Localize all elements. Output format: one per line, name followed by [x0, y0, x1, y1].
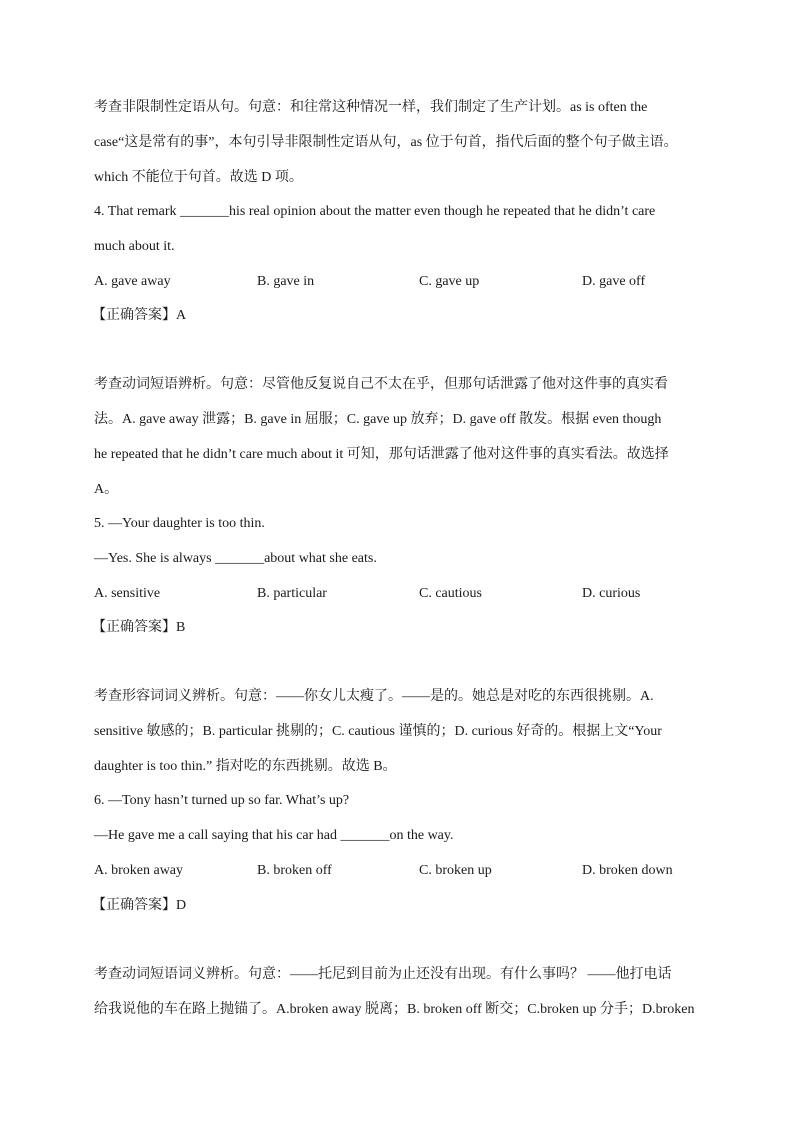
question-4-option-a: A. gave away — [94, 274, 171, 289]
question-6-explanation-line-1: 考查动词短语词义辨析。句意：——托尼到目前为止还没有出现。有什么事吗？ ——他打电话 — [94, 967, 672, 982]
question-6-option-d: D. broken down — [582, 863, 673, 878]
question-5-explanation-line-3: daughter is too thin.” 指对吃的东西挑剔。故选 B。 — [94, 759, 397, 774]
explanation-3-line-1: 考查非限制性定语从句。句意：和往常这种情况一样，我们制定了生产计划。as is often the — [94, 100, 648, 115]
question-6-option-c: C. broken up — [419, 863, 492, 878]
question-4-option-c: C. gave up — [419, 274, 480, 289]
explanation-3-line-2: case“这是常有的事”，本句引导非限制性定语从句，as 位于句首，指代后面的整个句子做主语。 — [94, 135, 678, 150]
question-5-option-c: C. cautious — [419, 586, 482, 601]
question-4-explanation-line-3: he repeated that he didn’t care much about it 可知，那句话泄露了他对这件事的真实看法。故选择 — [94, 447, 669, 462]
question-5-explanation-line-2: sensitive 敏感的；B. particular 挑剔的；C. cautious 谨慎的；D. curious 好奇的。根据上文“Your — [94, 724, 662, 739]
question-4-explanation-line-1: 考查动词短语辨析。句意：尽管他反复说自己不太在乎，但那句话泄露了他对这件事的真实看 — [94, 377, 668, 392]
question-6-explanation-line-2: 给我说他的车在路上抛锚了。A.broken away 脱离；B. broken off 断交；C.broken up 分手；D.broken — [94, 1002, 695, 1017]
question-4-stem-line-1: 4. That remark _______his real opinion about the matter even though he repeated that he didn’t care — [94, 204, 656, 219]
question-4-option-b: B. gave in — [257, 274, 315, 289]
question-6-option-b: B. broken off — [257, 863, 332, 878]
question-6-stem-line-1: 6. —Tony hasn’t turned up so far. What’s up? — [94, 793, 350, 808]
question-6-stem-line-2: —He gave me a call saying that his car had _______on the way. — [94, 828, 454, 843]
question-5-option-d: D. curious — [582, 586, 641, 601]
question-5-explanation-line-1: 考查形容词词义辨析。句意：——你女儿太瘦了。——是的。她总是对吃的东西很挑剔。A. — [94, 689, 654, 704]
question-6-option-a: A. broken away — [94, 863, 184, 878]
question-5-answer: 【正确答案】B — [92, 620, 186, 635]
question-5-option-a: A. sensitive — [94, 586, 161, 601]
question-4-explanation-line-2: 法。A. gave away 泄露；B. gave in 屈服；C. gave up 放弃；D. gave off 散发。根据 even though — [94, 412, 662, 427]
question-4-stem-line-2: much about it. — [94, 239, 175, 254]
question-4-option-d: D. gave off — [582, 274, 646, 289]
question-5-stem-line-2: —Yes. She is always _______about what she eats. — [94, 551, 377, 566]
explanation-3-line-3: which 不能位于句首。故选 D 项。 — [94, 170, 303, 185]
question-5-stem-line-1: 5. —Your daughter is too thin. — [94, 516, 265, 531]
question-6-answer: 【正确答案】D — [92, 898, 187, 913]
question-4-answer: 【正确答案】A — [92, 308, 187, 323]
question-4-explanation-line-4: A。 — [94, 482, 119, 497]
question-5-option-b: B. particular — [257, 586, 327, 601]
